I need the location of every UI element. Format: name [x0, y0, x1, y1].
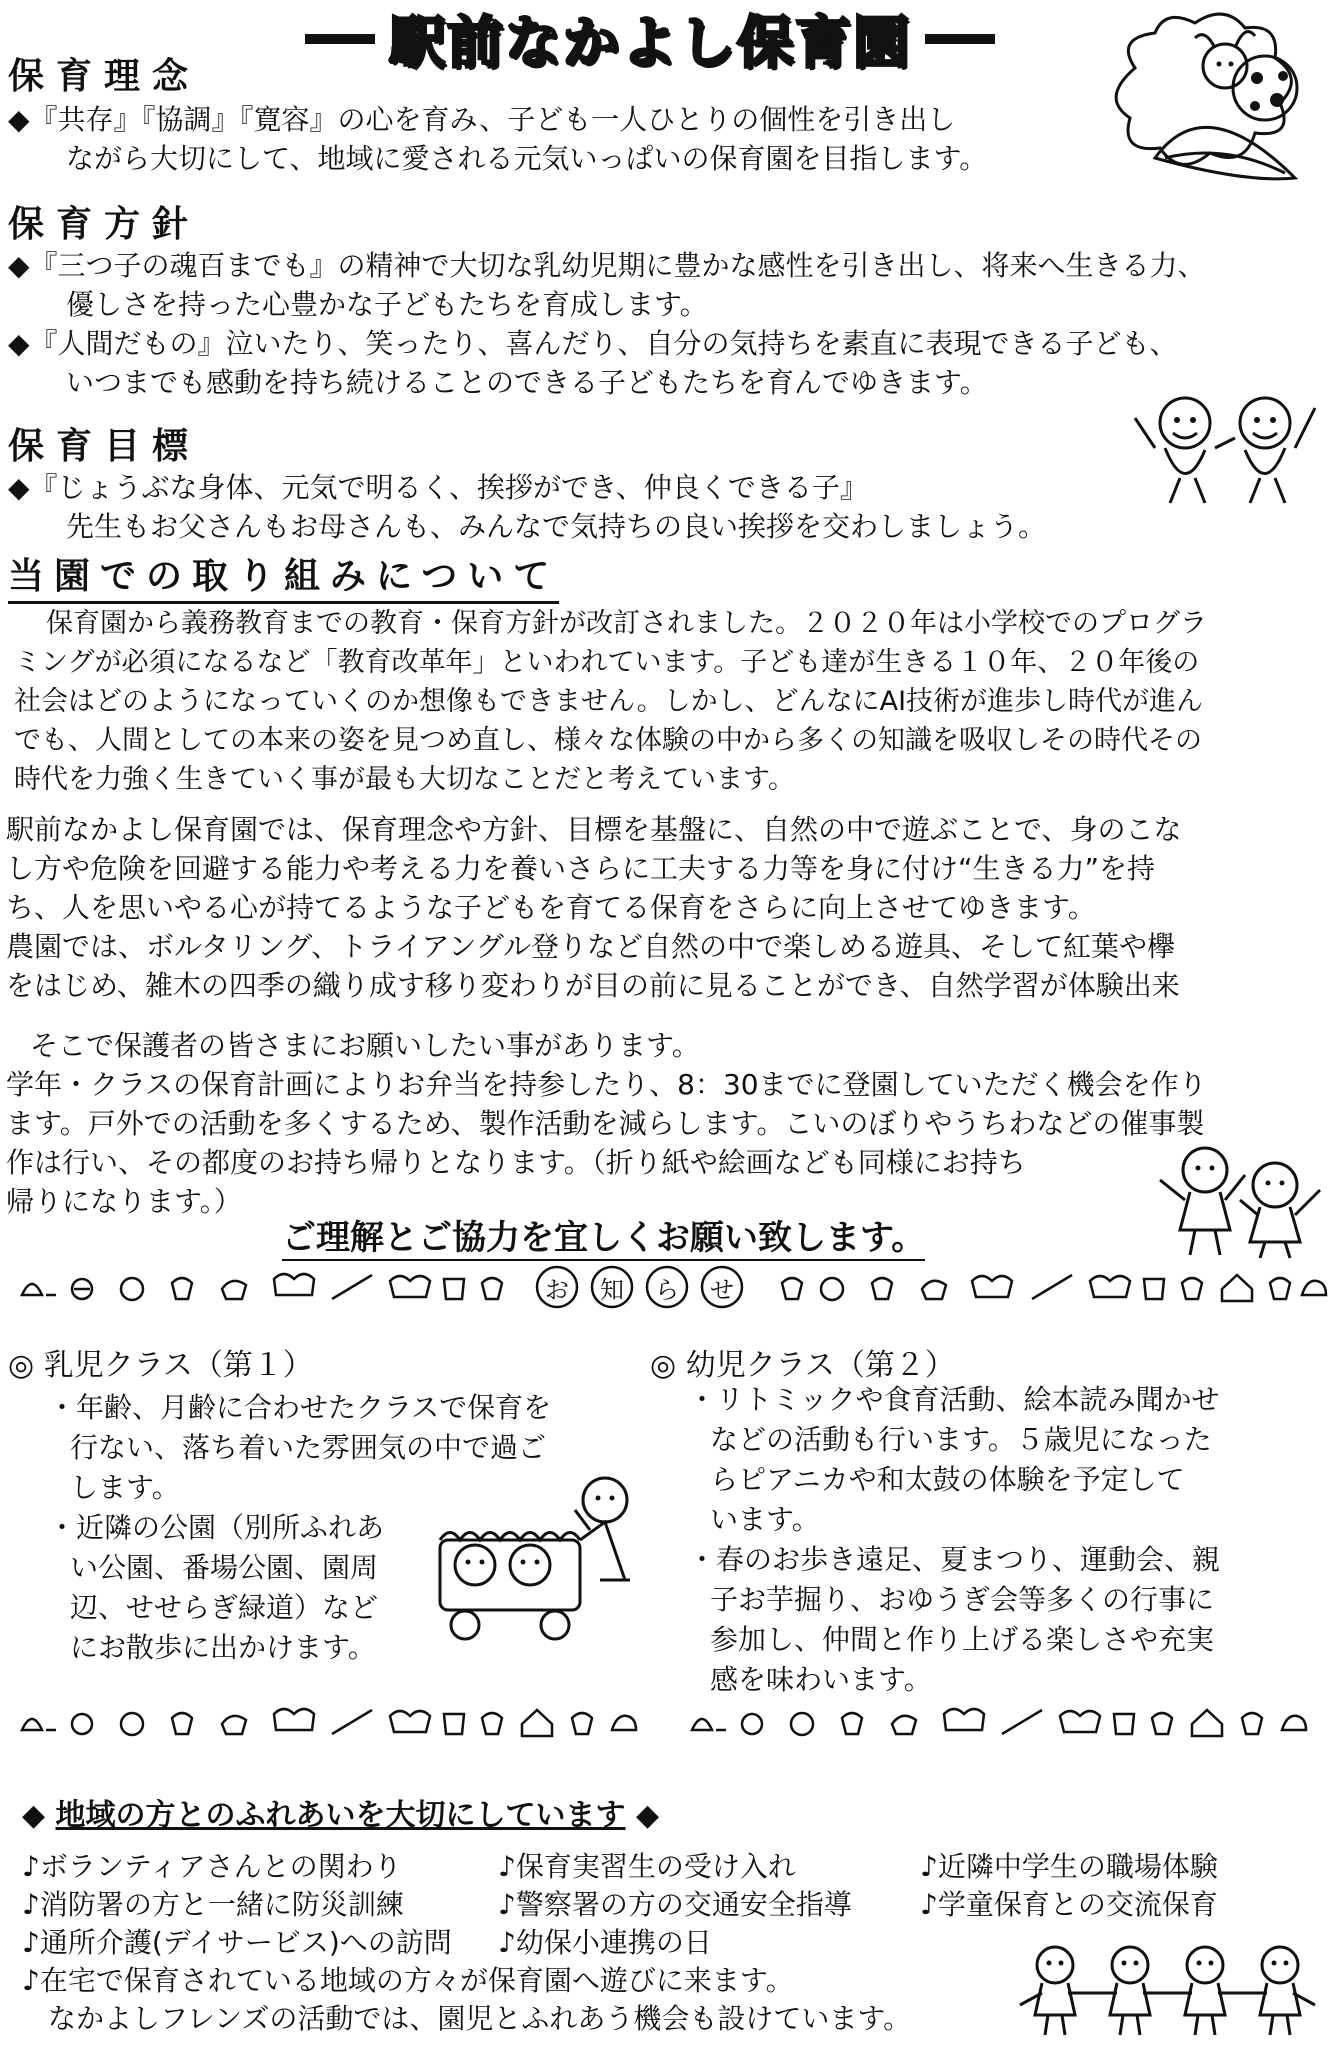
- community-item: なかよしフレンズの活動では、園児とふれあう機会も設けています。: [48, 2002, 912, 2035]
- philosophy-line: ながら大切にして、地域に愛される元気いっぱいの保育園を目指します。: [66, 142, 988, 175]
- infant-class-line: にお散歩に出かけます。: [70, 1631, 376, 1664]
- policy-line: ◆『三つ子の魂百までも』の精神で大切な乳幼児期に豊かな感性を引き出し、将来へ生きる力、: [8, 249, 1206, 282]
- efforts-body-line: をはじめ、雑木の四季の織り成す移り変わりが目の前に見ることができ、自然学習が体験出来: [6, 969, 1180, 1002]
- efforts-body: [6, 810, 1181, 1005]
- efforts-intro: [14, 604, 1207, 799]
- toddler-class-line: 子お芋掘り、おゆうぎ会等多くの行事に: [710, 1583, 1215, 1616]
- community-col1: [22, 1848, 452, 1962]
- efforts-request: [6, 1026, 1207, 1221]
- infant-class-line: ・年齢、月齢に合わせたクラスで保育を: [48, 1391, 552, 1424]
- children-holding-hands-illustration: [1010, 1935, 1325, 2040]
- policy-heading: 保育方針: [8, 204, 201, 245]
- closing-message: ご理解とご協力を宜しくお願い致します。: [282, 1210, 925, 1261]
- toddler-class-line: ・リトミックや食育活動、絵本読み聞かせ: [688, 1383, 1220, 1416]
- infant-class-line: 行ない、落ち着いた雰囲気の中で過ご: [70, 1431, 547, 1464]
- goals-text: [8, 468, 1046, 546]
- toddler-class-line: います。: [710, 1503, 820, 1536]
- efforts-intro-line: 時代を力強く生きていく事が最も大切なことだと考えています。: [14, 764, 795, 795]
- community-item: ♪消防署の方と一緒に防災訓練: [22, 1888, 404, 1921]
- goals-line: ◆『じょうぶな身体、元気で明るく、挨拶ができ、仲良くできる子』: [8, 471, 868, 504]
- community-wide: [22, 1962, 911, 2038]
- policy-line: ◆『人間だもの』泣いたり、笑ったり、喜んだり、自分の気持ちを素直に表現できる子ども、: [8, 327, 1178, 360]
- two-children-illustration: [1125, 378, 1325, 508]
- toddler-class-list: [688, 1380, 1220, 1700]
- efforts-body-line: 農園では、ボルタリング、トライアングル登りなど自然の中で楽しめる遊具、そして紅葉や欅: [6, 930, 1176, 963]
- policy-line: いつまでも感動を持ち続けることのできる子どもたちを育んでゆきます。: [66, 366, 988, 399]
- community-item: ♪保育実習生の受け入れ: [498, 1850, 796, 1883]
- toddler-class-title: ◎ 幼児クラス（第２）: [650, 1348, 955, 1383]
- community-item: ♪通所介護(デイサービス)への訪問: [22, 1926, 452, 1959]
- efforts-heading: 当園での取り組みについて: [8, 548, 559, 604]
- community-bullet-left: ◆: [22, 1798, 46, 1833]
- efforts-request-line: 帰りになります。）: [6, 1185, 242, 1218]
- community-title-text: 地域の方とのふれあいを大切にしています: [55, 1798, 626, 1833]
- infant-class-line: します。: [70, 1471, 180, 1504]
- efforts-intro-line: 社会はどのようになっていくのか想像もできません。しかし、どんなにAI技術が進歩し時代が進ん: [14, 686, 1204, 717]
- infant-class-title: ◎ 乳児クラス（第１）: [8, 1348, 313, 1383]
- notice-char-o: お: [545, 1276, 569, 1304]
- toddler-class-line: 参加し、仲間と作り上げる楽しさや充実: [710, 1623, 1215, 1656]
- efforts-request-line: ます。戸外での活動を多くするため、製作活動を減らします。こいのぼりやうちわなどの催事製: [6, 1107, 1205, 1140]
- community-item: ♪近隣中学生の職場体験: [920, 1850, 1218, 1883]
- toddler-class-line: らピアニカや和太鼓の体験を予定して: [710, 1463, 1185, 1496]
- efforts-intro-line: 保育園から義務教育までの教育・保育方針が改訂されました。２０２０年は小学校でのプログラ: [46, 608, 1207, 639]
- decorative-icons-row: [12, 1700, 1328, 1744]
- philosophy-heading: 保育理念: [8, 56, 201, 97]
- title-dash-right: [925, 34, 995, 44]
- toddler-class-line: などの活動も行います。５歳児になった: [710, 1423, 1212, 1456]
- page-title-bar: [270, 8, 1030, 76]
- title-dash-left: [305, 34, 375, 44]
- notice-char-chi: 知: [600, 1276, 624, 1304]
- community-item: ♪ボランティアさんとの関わり: [22, 1850, 402, 1883]
- community-col3: [920, 1848, 1218, 1924]
- community-bullet-right: ◆: [635, 1798, 660, 1833]
- policy-line: 優しさを持った心豊かな子どもたちを育成します。: [66, 288, 708, 321]
- community-col2: [498, 1848, 852, 1962]
- efforts-request-line: 作は行い、その都度のお持ち帰りとなります。（折り紙や絵画なども同様にお持ち: [6, 1146, 1026, 1179]
- efforts-request-line: そこで保護者の皆さまにお願いしたい事があります。: [30, 1029, 700, 1062]
- philosophy-text: [8, 100, 987, 178]
- efforts-body-line: し方や危険を回避する能力や考える力を養いさらに工夫する力等を身に付け“生きる力”を持: [6, 852, 1156, 885]
- goals-heading: 保育目標: [8, 426, 201, 467]
- philosophy-line: ◆『共存』『協調』『寛容』の心を育み、子ども一人ひとりの個性を引き出し: [8, 103, 956, 136]
- toddler-class-line: 感を味わいます。: [710, 1663, 932, 1696]
- efforts-intro-line: ミングが必須になるなど「教育改革年」といわれています。子ども達が生きる１０年、２０年後の: [14, 647, 1200, 678]
- ladybug-leaf-illustration: [1095, 8, 1325, 193]
- notice-char-se: せ: [710, 1276, 734, 1304]
- efforts-body-line: ち、人を思いやる心が持てるような子どもを育てる保育をさらに向上させてゆきます。: [6, 891, 1096, 924]
- decorative-border-bottom: [12, 1700, 1328, 1744]
- policy-text: [8, 246, 1206, 402]
- page-title: 駅前なかよし保育園: [389, 11, 911, 76]
- community-item: ♪在宅で保育されている地域の方々が保育園へ遊びに来ます。: [22, 1964, 794, 1997]
- community-item: ♪幼保小連携の日: [498, 1926, 712, 1959]
- infant-class-line: い公園、番場公園、園周: [70, 1551, 379, 1584]
- infant-class-line: 辺、せせらぎ緑道）など: [70, 1591, 379, 1624]
- children-playing-illustration: [1150, 1130, 1325, 1260]
- toddler-class-line: ・春のお歩き遠足、夏まつり、運動会、親: [688, 1543, 1221, 1576]
- goals-line: 先生もお父さんもお母さんも、みんなで気持ちの良い挨拶を交わしましょう。: [66, 510, 1047, 543]
- efforts-intro-line: でも、人間としての本来の姿を見つめ直し、様々な体験の中から多くの知識を吸収しその時代その: [14, 725, 1202, 756]
- infant-class-line: ・近隣の公園（別所ふれあ: [48, 1511, 385, 1544]
- efforts-request-line: 学年・クラスの保育計画によりお弁当を持参したり、8：30までに登園していただく機会を作り: [6, 1068, 1207, 1101]
- efforts-body-line: 駅前なかよし保育園では、保育理念や方針、目標を基盤に、自然の中で遊ぶことで、身のこな: [6, 813, 1182, 846]
- notice-char-ra: ら: [655, 1276, 679, 1304]
- community-item: ♪学童保育との交流保育: [920, 1888, 1218, 1921]
- community-item: ♪警察署の方の交通安全指導: [498, 1888, 852, 1921]
- community-title: [22, 1790, 659, 1834]
- stroller-illustration: [430, 1470, 640, 1645]
